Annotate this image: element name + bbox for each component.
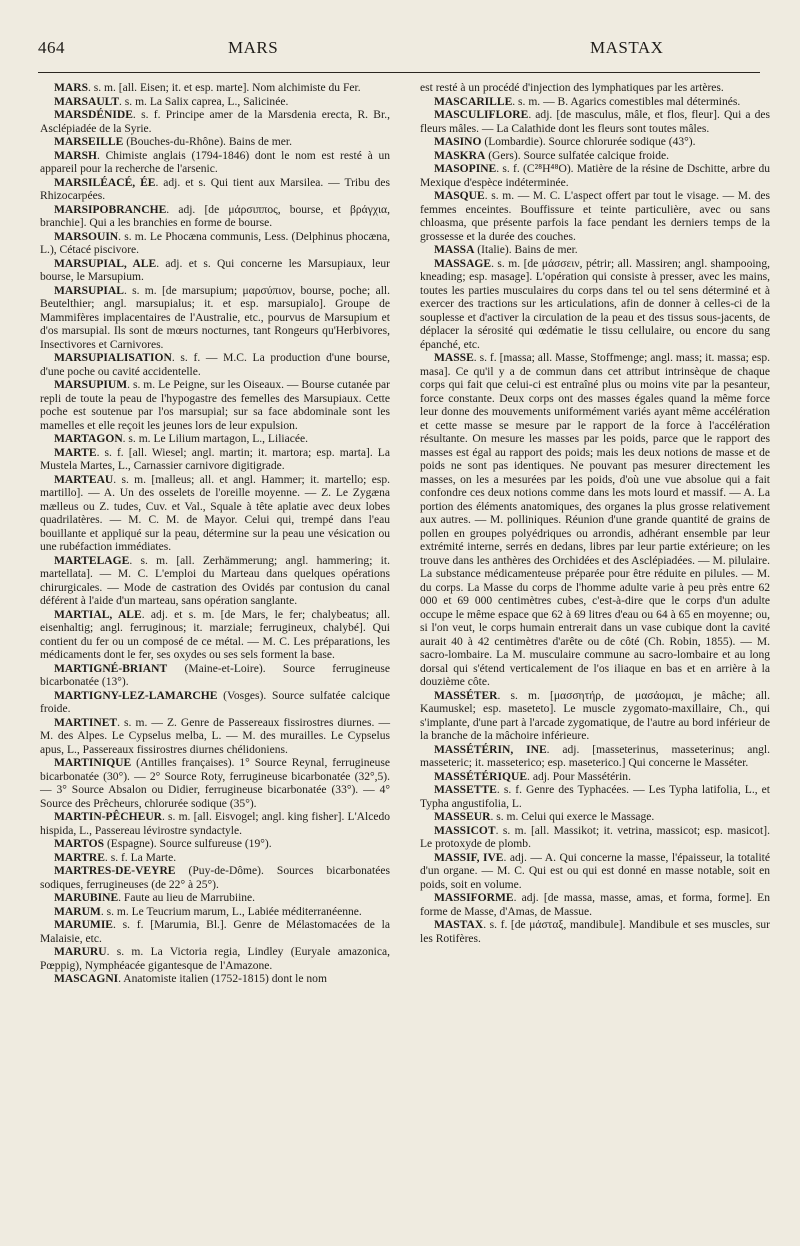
entry-text: . s. f. (C²⁸H⁴⁸O). Matière de la résine de Dschitte, arbre du Mexique d'espèce indéterminée. (420, 163, 770, 189)
left-column (40, 82, 390, 987)
entry-text: (Gers). Source sulfatée calcique froide. (485, 149, 670, 162)
entry-headword: MASSA (434, 244, 475, 256)
dictionary-entry (420, 109, 770, 136)
entry-headword: MARTEAU (54, 473, 114, 486)
entry-headword: MARTAGON (54, 433, 123, 445)
dictionary-entry (40, 717, 390, 758)
entry-headword: MASSIFORME (434, 892, 514, 904)
entry-headword: MARUBINE (54, 892, 119, 904)
entry-text: . Anatomiste italien (1752-1815) dont le nom (118, 973, 327, 985)
entry-text: . s. f. [massa; all. Masse, Stoffmenge; angl. mass; it. massa; esp. masa]. Ce qu'il y a de commun dans cet attribut intrinsèque de chaque corps qui fait que celui-ci est entraîné plus ou moins vite par la pesanteur, force constante. Deux corps ont des masses égales quand la même force leur donne des mouvements uniformément variés ayant même accélération et cette masse se mesure par le rapport de la force à l'accélération résultante. On mesure les masses par les poids, parce que le rapport des masses est égal au rapport des poids; mais les deux notions de masse et de poids ne sont pas identiques. Ne pouvant pas mesurer directement les masses, on les a mesurées par les poids, d'où une vue absolue qui a fait confondre ces deux notions comme dans les mots lourd et massif. — A. La portion des éléments anatomiques, des organes la plus grosse relativement aux autres. — M. polliniques. Réunion d'une grande quantité de grains de pollen en groupes polyédriques ou arrondis, adhérant ensemble par leur extrémité interne, serrés en dedans, libres par leur partie extérieure; on les trouve dans les anthères des Orchidées et des Asclépiadées. — M. pilulaire. La substance médicamenteuse préparée pour être réduite en pilules. — M. du corps. La Masse du corps de l'homme adulte varie à peu près entre 62 000 et 69 000 centimètres cubes, c'est-à-dire que le corps d'un adulte occupe le même espace que 62 à 69 litres d'eau ou 64 à 65 en moyenne; ou, si l'on veut, le corps humain entrerait dans un vase cubique dont la cavité aurait 40 à 42 centimètres d'arête ou de côté (Ch. Robin, 1855). — M. sacro-lombaire. La M. musculaire commune au sacro-lombaire et au long dorsal qui s'étend verticalement de l'os iliaque en bas et en arrière à la douzième côte. (420, 352, 770, 688)
entry-headword: MASSE (434, 352, 474, 364)
entry-headword: MASSEUR (434, 811, 491, 823)
dictionary-entry (420, 852, 770, 893)
entry-text: . s. m. — M. C. L'aspect offert par tout le visage. — M. des femmes enceintes. Bouffissure et teinte particulière, avec ou sans chloasma, que présente parfois la face pendant les derniers temps de la grossesse et la durée des couches. (420, 190, 770, 243)
header-rule (38, 72, 760, 73)
entry-headword: MASSICOT (434, 824, 496, 837)
dictionary-entry (420, 96, 770, 110)
dictionary-entry (40, 285, 390, 353)
entry-text: . s. m. La Victoria regia, Lindley (Euryale amazonica, Pœppig), Nymphéacée gigantesque de l'Amazone. (40, 946, 390, 972)
entry-headword: MARSILÉACÉ, ÉE (54, 176, 156, 189)
entry-headword: MARSAULT (54, 95, 120, 108)
entry-text: . adj. [de masculus, mâle, et flos, fleur]. Qui a des fleurs mâles. — La Calathide dont les fleurs sont toutes mâles. (420, 109, 770, 135)
entry-text: . s. m. — Z. Genre de Passereaux fissirostres diurnes. — M. des Alpes. Le Cypselus melba, L. — M. des murailles. Le Cypselus apus, L., Passereaux fissirostres diurnes chélidoniens. (40, 716, 390, 756)
entry-text: . adj. [de massa, masse, amas, et forma, forme]. En forme de Masse, d'Amas, de Massue. (420, 892, 770, 918)
entry-headword: MARSUPIAL (54, 284, 124, 297)
entry-text: (Antilles françaises). 1° Source Reynal, ferrugineuse bicarbonatée (30°). — 2° Source Roty, ferrugineuse bicarbonatée (32°,5). — 3° Source Absalon ou Didier, ferrugineuse bicarbonatée (33°). — 4° Source des Prêcheurs, chlorurée sodique (35°). (40, 757, 390, 810)
dictionary-entry (40, 609, 390, 663)
dictionary-entry (420, 784, 770, 811)
dictionary-entry (40, 150, 390, 177)
entry-headword: MARTIGNY-LEZ-LAMARCHE (54, 689, 218, 702)
dictionary-entry (40, 379, 390, 433)
entry-headword: MASSAGE (434, 257, 492, 270)
dictionary-entry (420, 825, 770, 852)
dictionary-entry (40, 852, 390, 866)
entry-headword: MARSEILLE (54, 136, 124, 148)
entry-headword: MARTINIQUE (54, 757, 132, 769)
entry-text: . s. m. Le Lilium martagon, L., Liliacée. (122, 433, 308, 445)
entry-text: . adj. [de μάρσιππος, bourse, et βράγχια, branchie]. Qui a les branchies en forme de bourse. (40, 203, 390, 229)
page-header (0, 38, 800, 62)
entry-text: . s. m. [all. Eisen; it. et esp. marte]. Nom alchimiste du Fer. (88, 82, 361, 94)
entry-text: . s. f. [all. Wiesel; angl. martin; it. martora; esp. marta]. La Mustela Martes, L., Carnassier carnivore digitigrade. (40, 446, 390, 472)
entry-headword: MARTINET (54, 716, 118, 729)
entry-text: . s. m. La Salix caprea, L., Salicinée. (119, 95, 289, 108)
entry-text: (Italie). Bains de mer. (474, 244, 578, 256)
dictionary-entry (420, 136, 770, 150)
dictionary-entry (40, 447, 390, 474)
entry-text: . s. f. — M.C. La production d'une bourse, d'une poche ou cavité accidentelle. (40, 352, 390, 378)
entry-headword: MARS (54, 82, 88, 94)
entry-headword: MARURU (54, 946, 107, 958)
dictionary-entry (420, 244, 770, 258)
dictionary-entry (420, 163, 770, 190)
entry-headword: MARUM (54, 905, 101, 918)
entry-headword: MARTELAGE (54, 554, 130, 567)
entry-headword: MARSOUIN (54, 230, 119, 243)
dictionary-entry (40, 811, 390, 838)
dictionary-entry (40, 352, 390, 379)
dictionary-entry (420, 771, 770, 785)
entry-text: . s. m. Le Peigne, sur les Oiseaux. — Bourse cutanée par repli de toute la peau de l'hypogastre des femelles des Marsupiaux. Cette poche est soutenue par l'os marsupial; sur sa face abdominale sont les mamelles et elle reçoit les jeunes lors de leur expulsion. (40, 379, 390, 432)
entry-headword: MASSIF, IVE (434, 851, 504, 864)
entry-text: . s. m. Le Phocæna communis, Less. (Delphinus phocæna, L.), Cétacé piscivore. (40, 230, 390, 256)
dictionary-entry (40, 973, 390, 987)
dictionary-entry (40, 204, 390, 231)
entry-headword: MARSIPOBRANCHE (54, 203, 167, 216)
entry-headword: MARTIGNÉ-BRIANT (54, 662, 168, 675)
dictionary-entry (420, 811, 770, 825)
entry-text: est resté à un procédé d'injection des lymphatiques par les artères. (420, 82, 724, 94)
dictionary-entry (420, 919, 770, 946)
entry-headword: MASCULIFLORE (434, 109, 529, 121)
dictionary-entry (40, 231, 390, 258)
dictionary-entry (40, 946, 390, 973)
entry-headword: MARSUPIAL, ALE (54, 257, 157, 270)
dictionary-entry (40, 474, 390, 555)
dictionary-entry (420, 690, 770, 744)
entry-text: (Puy-de-Dôme). Sources bicarbonatées sodiques, ferrugineuses (de 22° à 25°). (40, 865, 390, 891)
entry-headword: MARTIN-PÊCHEUR (54, 811, 163, 823)
entry-text: . adj. — A. Qui concerne la masse, l'épaisseur, la totalité d'un organe. — M. C. Qui est ou qui est donné en masse notable, soit en poids, soit en volume. (420, 851, 770, 891)
entry-headword: MASCAGNI (54, 973, 119, 985)
entry-text: (Espagne). Source sulfureuse (19°). (104, 838, 272, 850)
entry-text: (Maine-et-Loire). Source ferrugineuse bicarbonatée (13°). (40, 662, 390, 688)
dictionary-entry (40, 109, 390, 136)
entry-text: . adj. et s. m. [de Mars, le fer; chalybeatus; all. eisenhaltig; angl. ferruginous; it. marziale; ferrugineux, chalybé]. Qui contient du fer ou un composé de ce métal. — M. C. Les préparations, les médicaments dont le fer, ses oxydes ou ses sels forment la base. (40, 608, 390, 661)
entry-text: . adj. [masseterinus, masseterinus; angl. masseteric; it. masseterico; esp. maseterico.] Qui concerne le Masséter. (420, 743, 770, 769)
entry-text: . Chimiste anglais (1794-1846) dont le nom est resté à un appareil pour la recherche de l'arsenic. (40, 149, 390, 175)
dictionary-entry (40, 433, 390, 447)
dictionary-entry (40, 82, 390, 96)
entry-headword: MASCARILLE (434, 95, 513, 108)
dictionary-entry (420, 352, 770, 690)
entry-text: . s. m. Le Teucrium marum, L., Labiée méditerranéenne. (100, 905, 362, 918)
entry-headword: MARTRE (54, 851, 105, 864)
entry-text: . s. m. [μασσητήρ, de μασάομαι, je mâche; all. Kaumuskel; esp. maseteto]. Le muscle zygomato-maxillaire, Ch., qui s'implante, d'une part à l'arcade zygomatique, de l'autre au bord inférieur de la branche de la mâchoire inférieure. (420, 689, 770, 742)
dictionary-entry (40, 663, 390, 690)
dictionary-entry (40, 555, 390, 609)
entry-headword: MASKRA (434, 149, 486, 162)
dictionary-entry (40, 258, 390, 285)
entry-headword: MASOPINE (434, 163, 497, 175)
entry-text: . s. m. [de marsupium; μαρσύπιον, bourse, poche; all. Beutelthier; angl. marsupialus; it. et esp. marsupialo]. Groupe de Mammifères implacentaires de l'Australie, etc., pourvus de Marsupium et d'os marsupial. Ils sont de mœurs nocturnes, tant Rongeurs qu'Herbivores, Insectivores et Carnivores. (40, 284, 390, 351)
entry-text: . s. m. — B. Agarics comestibles mal déterminés. (512, 95, 741, 108)
entry-headword: MARTRES-DE-VEYRE (54, 865, 176, 877)
entry-text: . Faute au lieu de Marrubiine. (118, 892, 256, 904)
entry-headword: MARSDÉNIDE (54, 109, 133, 121)
running-head-left: MARS (228, 38, 279, 57)
dictionary-entry (420, 258, 770, 353)
entry-text: . s. m. [malleus; all. et angl. Hammer; it. martello; esp. martillo]. — A. Un des osselets de l'oreille moyenne. — Z. Le Zygæna mælleus ou Z. tudes, Cuv. et Val., Squale à tête aplatie avec deux lobes quadrilatères. — M. C. M. de Mayor. Celui qui, trempé dans l'eau bouillante et appliqué sur la peau, détermine sur la peau une vésication ou une rubéfaction immédiates. (40, 473, 390, 553)
dictionary-entry (420, 190, 770, 244)
entry-headword: MASQUE (434, 190, 485, 202)
entry-headword: MASTAX (434, 919, 484, 931)
entry-text: . s. m. [de μάσσειν, pétrir; all. Massiren; angl. shampooing, kneading; esp. masage]. L'opération qui consiste à presser, avec les mains, toutes les parties musculaires du corps dans tel ou tel sens déterminé et à exercer des tractions sur les articulations, afin de donner à celles-ci de la souplesse et d'activer la circulation de la peau et des tissus sous-jacents, de déplacer la sérosité qui œdématie le tissu cellulaire, ou encore du sang épanché, etc. (420, 257, 770, 351)
entry-headword: MARUMIE (54, 919, 114, 931)
dictionary-entry (420, 744, 770, 771)
dictionary-entry (40, 96, 390, 110)
entry-text: (Vosges). Source sulfatée calcique froide. (40, 689, 390, 715)
dictionary-entry (420, 892, 770, 919)
entry-text: . adj. et s. Qui tient aux Marsilea. — Tribu des Rhizocarpées. (40, 176, 390, 202)
right-column (420, 82, 770, 946)
entry-headword: MARTOS (54, 838, 105, 850)
entry-headword: MARSUPIALISATION (54, 352, 172, 364)
entry-text: . s. f. La Marte. (104, 851, 177, 864)
dictionary-entry (40, 690, 390, 717)
dictionary-entry (40, 838, 390, 852)
entry-headword: MASSETTE (434, 784, 497, 796)
entry-headword: MARSUPIUM (54, 379, 128, 391)
dictionary-entry (40, 919, 390, 946)
dictionary-entry (420, 150, 770, 164)
dictionary-entry (40, 865, 390, 892)
entry-text: (Bouches-du-Rhône). Bains de mer. (123, 136, 292, 148)
entry-text: . s. m. Celui qui exerce le Massage. (490, 811, 655, 823)
entry-text: . s. f. Genre des Typhacées. — Les Typha latifolia, L., et Typha angustifolia, L. (420, 784, 770, 810)
entry-headword: MASSÉTÉRIQUE (434, 770, 528, 783)
dictionary-entry (40, 906, 390, 920)
dictionary-entry (40, 892, 390, 906)
entry-text: . adj. Pour Massétérin. (527, 770, 631, 783)
dictionary-entry (40, 757, 390, 811)
entry-headword: MASINO (434, 136, 482, 148)
running-head-right: MASTAX (590, 38, 664, 57)
entry-headword: MARTE (54, 446, 97, 459)
dictionary-entry (420, 82, 770, 96)
dictionary-entry (40, 136, 390, 150)
entry-headword: MASSÉTÉRIN, INE (434, 743, 547, 756)
entry-text: . s. m. [all. Eisvogel; angl. king fisher]. L'Alcedo hispida, L., Passereau lévirostre syndactyle. (40, 811, 390, 837)
entry-text: (Lombardie). Source chlorurée sodique (43°). (481, 136, 696, 148)
entry-text: . s. f. [Marumia, Bl.]. Genre de Mélastomacées de la Malaisie, etc. (40, 919, 390, 945)
entry-headword: MARSH (54, 149, 97, 162)
page-number: 464 (38, 38, 65, 57)
entry-text: . s. m. [all. Massikot; it. vetrina, massicot; esp. masicot]. Le protoxyde de plomb. (420, 824, 770, 850)
entry-headword: MARTIAL, ALE (54, 608, 142, 621)
entry-text: . adj. et s. Qui concerne les Marsupiaux, leur bourse, le Marsupium. (40, 257, 390, 283)
entry-text: . s. f. Principe amer de la Marsdenia erecta, R. Br., Asclépiadée de la Syrie. (40, 109, 390, 135)
entry-headword: MASSÉTER (434, 689, 498, 702)
dictionary-entry (40, 177, 390, 204)
entry-text: . s. f. [de μάσταξ, mandibule]. Mandibule et ses muscles, sur les Rotifères. (420, 919, 770, 945)
entry-text: . s. m. [all. Zerhämmerung; angl. hammering; it. martellata]. — M. C. L'emploi du Marteau dans quelques opérations chirurgicales. — Mode de castration des Ovidés par contusion du canal déférent à l'aide d'un marteau, sans opération sanglante. (40, 554, 390, 607)
